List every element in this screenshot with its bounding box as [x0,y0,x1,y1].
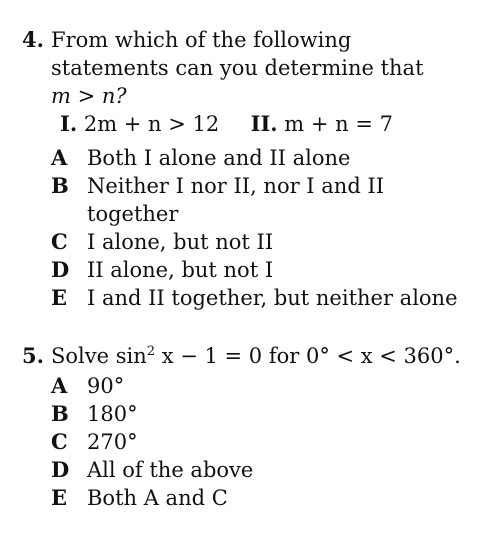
option-text: Neither I nor II, nor I and II together [87,174,385,226]
question-4-option-b[interactable] [51,172,387,228]
question-4-line-1: From which of the following [51,28,352,52]
question-4 [22,26,491,312]
option-letter: E [51,285,68,310]
question-4-statements [22,110,491,138]
question-4-line-2: statements can you determine that [51,56,424,80]
option-text: 270° [87,430,138,454]
option-text: II alone, but not I [87,258,274,282]
question-5-option-e[interactable] [51,484,491,512]
option-letter: A [51,145,68,170]
option-text: 90° [87,374,125,398]
question-5 [22,342,491,512]
question-4-option-e[interactable] [51,284,491,312]
question-5-option-b[interactable] [51,400,491,428]
question-5-option-d[interactable] [51,456,491,484]
question-4-stem [22,26,491,54]
question-5-prompt-suffix: x − 1 = 0 for 0° < x < 360°. [155,344,461,368]
question-5-stem [22,342,491,370]
question-5-options [22,372,491,512]
option-letter: D [51,257,70,282]
question-4-option-d[interactable] [51,256,491,284]
option-letter: E [51,485,68,510]
question-5-option-a[interactable] [51,372,491,400]
statement-1-label: I. [60,111,78,136]
option-letter: C [51,229,68,254]
option-text: All of the above [87,458,254,482]
option-text: Both A and C [87,486,228,510]
option-text: Both I alone and II alone [87,146,351,170]
question-4-option-a[interactable] [51,144,491,172]
question-5-exponent: 2 [146,344,156,359]
question-4-line-3: m > n? [51,84,127,108]
question-5-option-c[interactable] [51,428,491,456]
statement-2-label: II. [250,111,278,136]
question-4-number: 4. [22,27,44,52]
option-letter: D [51,457,70,482]
option-letter: A [51,373,68,398]
statement-1-text: 2m + n > 12 [83,112,220,136]
statement-2-text: m + n = 7 [284,112,393,136]
option-letter: B [51,401,69,426]
option-text: I alone, but not II [87,230,274,254]
question-5-prompt-prefix: Solve sin [51,344,147,368]
option-text: I and II together, but neither alone [87,286,458,310]
option-letter: B [51,173,69,198]
question-5-number: 5. [22,343,44,368]
option-letter: C [51,429,68,454]
question-4-option-c[interactable] [51,228,491,256]
option-text: 180° [87,402,138,426]
question-4-options [22,144,491,312]
